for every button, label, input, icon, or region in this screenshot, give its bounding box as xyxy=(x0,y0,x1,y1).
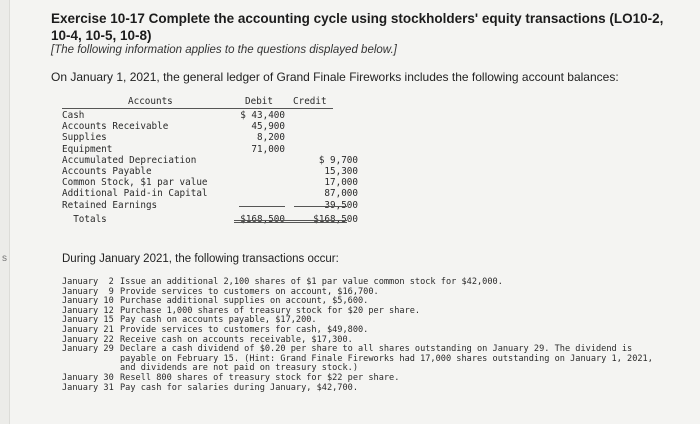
exercise-page xyxy=(51,0,700,424)
balances-rows xyxy=(62,110,358,225)
transaction-text: Provide services to customers for cash, $49,800. xyxy=(120,324,369,335)
account-name: Supplies xyxy=(62,132,107,144)
exercise-title: Exercise 10-17 Complete the accounting cycle using stockholders' equity transactions (LO10-2, 10-4, 10-5, 10-8) xyxy=(51,11,664,43)
transaction-date: January 10 xyxy=(62,296,114,307)
transaction-text: Declare a cash dividend of $0.20 per share to all shares outstanding on January 29. The dividend is payable on February 15. (Hint: Grand Finale Fireworks had 17,000 shares outstanding on January 1, 2021, and dividends are not paid on treasury stock.) xyxy=(120,344,653,374)
credit-amount: 87,000 xyxy=(324,188,358,200)
debit-amount: 45,900 xyxy=(251,121,285,133)
balance-row xyxy=(62,121,358,132)
transaction-item xyxy=(62,384,662,394)
transaction-text: Receive cash on accounts receivable, $17,300. xyxy=(120,334,353,345)
debit-amount: 8,200 xyxy=(257,132,285,144)
transaction-date: January 21 xyxy=(62,324,114,335)
transaction-date: January 15 xyxy=(62,315,114,326)
transaction-date: January 31 xyxy=(62,382,114,393)
balance-row xyxy=(62,166,358,177)
debit-amount: $168,500 xyxy=(240,213,285,225)
account-name: Accumulated Depreciation xyxy=(62,154,197,166)
transaction-text: Purchase 1,000 shares of treasury stock for $20 per share. xyxy=(120,305,421,316)
credit-amount: 39,500 xyxy=(324,199,358,211)
debit-amount: $ 43,400 xyxy=(240,110,285,121)
left-margin xyxy=(0,0,10,424)
transaction-text: Issue an additional 2,100 shares of $1 par value common stock for $42,000. xyxy=(120,277,503,287)
intro-text: On January 1, 2021, the general ledger of Grand Finale Fireworks includes the following account balances: xyxy=(51,70,619,84)
credit-amount: 15,300 xyxy=(324,165,358,177)
info-note: [The following information applies to the questions displayed below.] xyxy=(51,44,397,56)
debit-subtotal-rule xyxy=(239,206,285,207)
account-name: Accounts Payable xyxy=(62,165,152,177)
balances-header xyxy=(62,96,358,108)
balance-row xyxy=(62,110,358,121)
transactions-intro: During January 2021, the following transactions occur: xyxy=(62,253,339,265)
transaction-text: Pay cash for salaries during January, $42,700. xyxy=(120,382,358,393)
transaction-text: Purchase additional supplies on account, $5,600. xyxy=(120,296,369,307)
header-accounts: Accounts xyxy=(128,96,173,107)
account-name: Cash xyxy=(62,110,85,121)
balance-row xyxy=(62,188,358,199)
header-credit: Credit xyxy=(293,96,327,107)
header-rule xyxy=(62,108,333,109)
transaction-text: Provide services to customers on account, $16,700. xyxy=(120,286,379,297)
balance-row xyxy=(62,132,358,143)
transaction-date: January 9 xyxy=(62,286,114,297)
transaction-date: January 29 xyxy=(62,344,114,355)
margin-marker: s xyxy=(2,253,7,264)
balances-table xyxy=(62,96,358,236)
transaction-item xyxy=(62,345,662,374)
account-name: Accounts Receivable xyxy=(62,121,169,133)
transaction-date: January 22 xyxy=(62,334,114,345)
account-name: Common Stock, $1 par value xyxy=(62,177,208,189)
transaction-date: January 30 xyxy=(62,372,114,383)
credit-amount: $ 9,700 xyxy=(318,154,358,166)
account-name: Retained Earnings xyxy=(62,199,158,211)
credit-amount: $168,500 xyxy=(313,213,358,225)
credit-amount: 17,000 xyxy=(324,177,358,189)
total-double-rule-top xyxy=(234,220,347,221)
total-double-rule-bottom xyxy=(234,222,347,223)
balance-row xyxy=(62,144,358,155)
transaction-date: January 2 xyxy=(62,277,114,287)
balance-row xyxy=(62,177,358,188)
transaction-text: Pay cash on accounts payable, $17,200. xyxy=(120,315,317,326)
header-debit: Debit xyxy=(245,96,273,107)
credit-subtotal-rule xyxy=(294,206,347,207)
account-name: Totals xyxy=(62,213,107,225)
transaction-text: Resell 800 shares of treasury stock for $22 per share. xyxy=(120,372,400,383)
balance-row xyxy=(62,155,358,166)
account-name: Additional Paid-in Capital xyxy=(62,188,208,200)
account-name: Equipment xyxy=(62,143,113,155)
transaction-date: January 12 xyxy=(62,305,114,316)
transactions-list xyxy=(62,278,662,393)
debit-amount: 71,000 xyxy=(251,143,285,155)
